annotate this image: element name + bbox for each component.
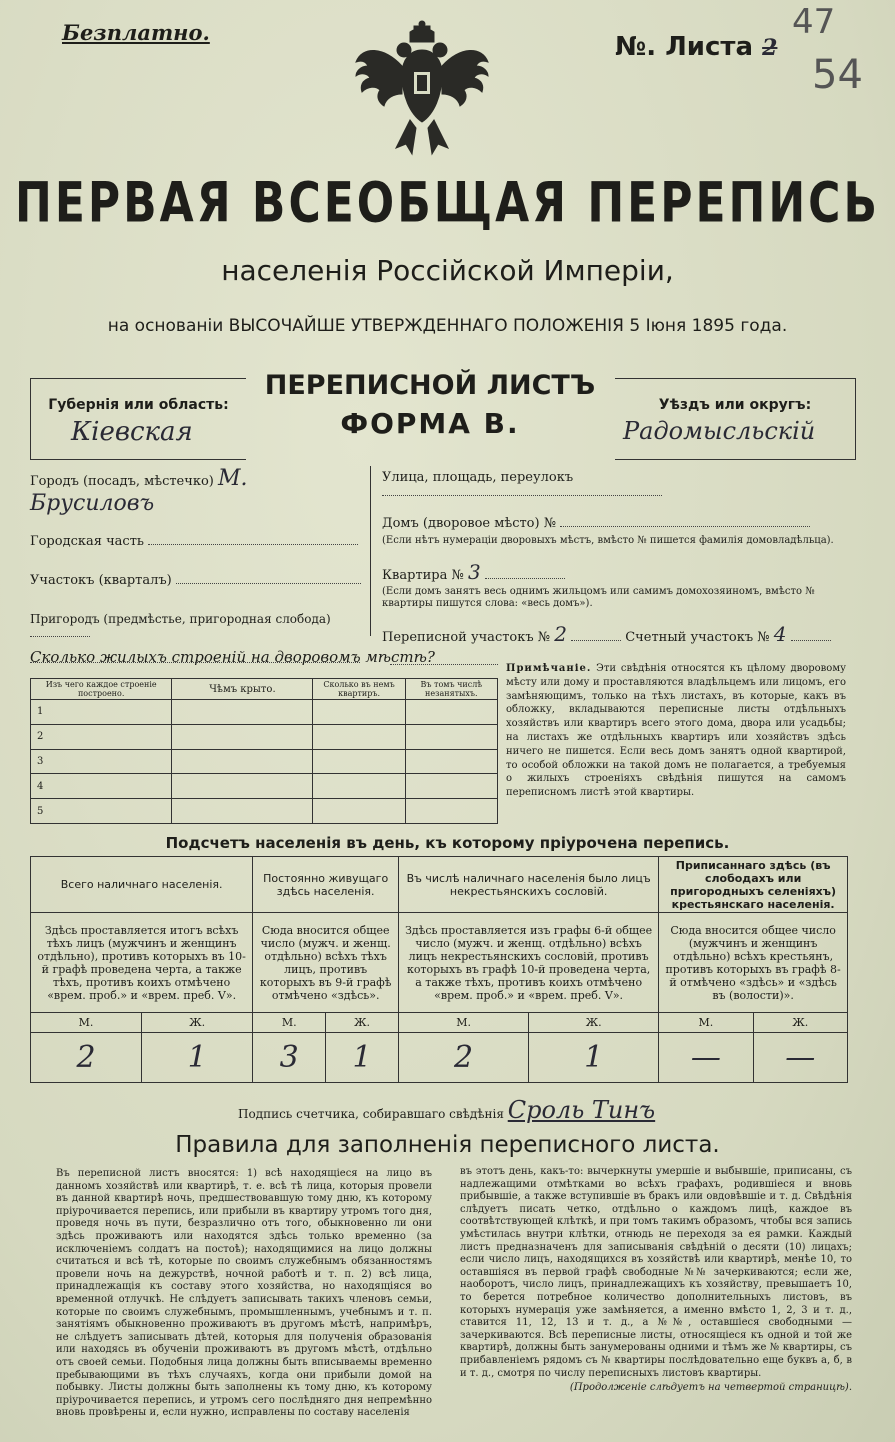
population-sex-row (31, 1013, 848, 1033)
buildings-row-number: 5 (31, 799, 172, 824)
form-type: ФОРМА В. (340, 407, 520, 440)
free-label: Безплатно. (62, 20, 210, 45)
population-table (30, 856, 848, 1083)
male-label: М. (253, 1013, 326, 1033)
non-peasant-male-value: 2 (399, 1033, 529, 1083)
group-desc-total: Здѣсь проставляется итогъ всѣхъ тѣхъ лицъ (мужчинъ и женщинъ отдѣльно), противъ которыхъ въ 10-й графѣ проведена черта, а также тѣхъ, противъ коихъ отмѣчено «врем. проб.» и «врем. преб. V». (31, 913, 253, 1013)
population-heading: Подсчетъ населенія въ день, къ которому пріурочена перепись. (165, 834, 730, 852)
census-area-row (382, 622, 852, 646)
female-label: Ж. (529, 1013, 659, 1033)
rules-continued: (Продолженіе слѣдуетъ на четвертой страницѣ). (569, 1382, 852, 1394)
buildings-header-row (31, 679, 498, 700)
section-label: Участокъ (кварталъ) (30, 573, 172, 588)
district-label: Уѣздъ или округъ: (658, 397, 812, 413)
census-area-label: Переписной участокъ № (382, 630, 551, 645)
rules-right-text: въ этотъ день, какъ-то: вычеркнуты умершіе и выбывшіе, приписаны, съ надлежащими отмѣтками во всѣхъ графахъ, родившіеся и вновь прибывшіе, а также вступившіе въ бракъ или овдовѣвшіе и т. д. Свѣдѣнія слѣдуетъ писать четко, отдѣльно о каждомъ лицѣ, каждое въ соотвѣтствующей клѣткѣ, и при томъ такимъ образомъ, чтобы вся запись умѣстилась внутри клѣтки, отнюдь не переходя за ея рамки. Каждый листъ предназначенъ для записыванія свѣдѣній о десяти (10) лицахъ; если число лицъ, находящихся въ хозяйствѣ или квартирѣ, менѣе 10, то оставшіяся въ первой графѣ свободные №№ зачеркиваются; если же, наоборотъ, число лицъ, принадлежащихъ къ хозяйству, превышаетъ 10, то берется потребное количество дополнительныхъ листовъ, въ которыхъ нумерація уже замѣняется, а именно вмѣсто 1, 2, 3 и т. д., ставится 11, 12, 13 и т. д., а №№, оставшіеся свободными — зачеркиваются. Всѣ переписные листы, относящіеся къ одной и той же квартирѣ, должны быть занумерованы одними и тѣмъ же № квартиры, съ прибавленіемъ рядомъ съ № квартиры послѣдовательно еще буквъ а, б, в и т. д., смотря по числу переписныхъ листовъ квартиры. (460, 1166, 852, 1379)
table-cell (405, 724, 497, 749)
page-subtitle: населенія Россійской Имперіи, (221, 254, 674, 287)
table-row (31, 799, 498, 824)
signature-value: Сроль Тинъ (507, 1096, 656, 1124)
buildings-table (30, 678, 498, 824)
buildings-row-number: 2 (31, 724, 172, 749)
house-label: Домъ (дворовое мѣсто) № (382, 516, 557, 531)
count-area-value: 4 (773, 622, 787, 646)
table-cell (313, 799, 405, 824)
legal-basis: на основаніи ВЫСОЧАЙШЕ УТВЕРЖДЕННАГО ПОЛОЖЕНІЯ 5 Іюня 1895 года. (107, 316, 788, 336)
table-cell (172, 749, 313, 774)
table-row (31, 700, 498, 725)
female-label: Ж. (753, 1013, 847, 1033)
table-cell (172, 774, 313, 799)
group-title-non-peasant: Въ числѣ наличнаго населенія было лицъ некрестьянскихъ сословій. (399, 857, 659, 913)
buildings-question-line (390, 664, 498, 665)
pencil-number-top: 47 (792, 2, 836, 42)
city-label: Городъ (посадъ, мѣстечко) (30, 474, 214, 489)
male-label: М. (659, 1013, 753, 1033)
table-cell (313, 774, 405, 799)
population-desc-row (31, 913, 848, 1013)
section-row (30, 573, 370, 588)
suburb-row (30, 612, 370, 640)
buildings-note (506, 662, 846, 800)
table-cell (313, 700, 405, 725)
resident-male-value: 3 (253, 1033, 326, 1083)
total-female-value: 1 (142, 1033, 253, 1083)
street-label: Улица, площадь, переулокъ (382, 470, 574, 485)
page-title: ПЕРВАЯ ВСЕОБЩАЯ ПЕРЕПИСЬ (15, 171, 880, 236)
peasant-female-value: — (753, 1033, 847, 1083)
rules-left-column: Въ переписной листъ вносятся: 1) всѣ находящіеся на лицо въ данномъ хозяйствѣ или квартирѣ, т. е. всѣ тѣ лица, которыя провели въ данной квартирѣ ночь, предшествовавшую тому дню, къ которому пріурочивается перепись, или прибыли въ квартиру утромъ того дня, проведя ночь въ пути, безразлично отъ того, обыкновенно ли они здѣсь проживаютъ или находятся здѣсь только временно (за исключеніемъ солдатъ на постоѣ); находящимися на лицо должны считаться и всѣ тѣ, которые по своимъ служебнымъ обязанностямъ провели ночь на дежурствѣ, ночной работѣ и т. п. 2) всѣ лица, принадлежащія къ составу этого хозяйства, но находящіяся во временной отлучкѣ. Не слѣдуетъ записывать такихъ членовъ семьи, которые по своимъ служебнымъ, промышленнымъ, учебнымъ и т. п. занятіямъ обыкновенно проживаютъ въ другомъ мѣстѣ, напримѣръ, не слѣдуетъ записывать дѣтей, которыя для полученія образованія или находясь въ обученіи проживаютъ въ другомъ мѣстѣ, отдѣльно отъ своей семьи. Подобныя лица должны быть вписываемы временно пребывающими въ тѣхъ случаяхъ, когда они прибыли домой на побывку. Листы должны быть заполнены къ тому дню, къ которому пріурочивается перепись, и утромъ сего послѣдняго дня непремѣнно вновь провѣрены и, если нужно, исправлены по составу населенія (56, 1168, 432, 1419)
suburb-line (30, 636, 90, 637)
street-row (382, 470, 852, 500)
resident-female-value: 1 (326, 1033, 399, 1083)
group-title-peasant: Приписаннаго здѣсь (въ слободахъ или пригородныхъ селеніяхъ) крестьянскаго населенія. (659, 857, 848, 913)
address-right (382, 470, 852, 646)
district-value: Радомысльскій (623, 417, 816, 445)
apartment-row (382, 560, 852, 584)
population-values-row (31, 1033, 848, 1083)
count-area-label: Счетный участокъ № (625, 630, 770, 645)
table-cell (405, 799, 497, 824)
city-row (30, 466, 370, 516)
city-value: М. Брусиловъ (30, 466, 248, 516)
male-label: М. (399, 1013, 529, 1033)
table-cell (405, 749, 497, 774)
table-row (31, 749, 498, 774)
buildings-row-number: 4 (31, 774, 172, 799)
rules-heading: Правила для заполненія переписного листа. (175, 1132, 720, 1158)
sheet-number-value: 2 (762, 35, 778, 61)
address-left (30, 466, 371, 636)
buildings-col-material: Изъ чего каждое строеніе построено. (31, 679, 172, 700)
province-box (30, 378, 246, 460)
table-cell (313, 724, 405, 749)
sheet-number-label: №. Листа (615, 32, 754, 62)
group-title-total: Всего наличнаго населенія. (31, 857, 253, 913)
table-row (31, 774, 498, 799)
table-cell (172, 700, 313, 725)
section-line (176, 583, 361, 584)
table-cell (172, 724, 313, 749)
form-title-box (245, 370, 615, 458)
form-title: ПЕРЕПИСНОЙ ЛИСТЪ (264, 370, 596, 401)
population-title-row (31, 857, 848, 913)
city-part-label: Городская часть (30, 534, 144, 549)
table-row (31, 724, 498, 749)
group-desc-peasant: Сюда вносится общее число (мужчинъ и женщинъ отдѣльно) всѣхъ крестьянъ, противъ которыхъ въ графѣ 8-й отмѣчено «здѣсь» и «здѣсь въ (волости)». (659, 913, 848, 1013)
street-line (382, 495, 662, 496)
buildings-col-roof: Чѣмъ крыто. (172, 679, 313, 700)
buildings-col-vacant: Въ томъ числѣ незанятыхъ. (405, 679, 497, 700)
pencil-number-bottom: 54 (812, 52, 863, 98)
peasant-male-value: — (659, 1033, 753, 1083)
group-desc-non-peasant: Здѣсь проставляется изъ графы 6-й общее число (мужч. и женщ. отдѣльно) всѣхъ лицъ некрестьянскихъ сословій, противъ которыхъ въ графѣ 10-й проведена черта, а также тѣхъ, противъ коихъ отмѣчено «врем. проб.» и «врем. преб. V». (399, 913, 659, 1013)
table-cell (313, 749, 405, 774)
non-peasant-female-value: 1 (529, 1033, 659, 1083)
total-male-value: 2 (31, 1033, 142, 1083)
province-value: Кіевская (71, 417, 193, 447)
buildings-note-title: Примѣчаніе. (506, 663, 592, 674)
house-row (382, 516, 852, 531)
district-box (615, 378, 856, 460)
census-area-value: 2 (554, 622, 567, 646)
table-cell (172, 799, 313, 824)
buildings-col-apartments: Сколько въ немъ квартиръ. (313, 679, 405, 700)
group-title-resident: Постоянно живущаго здѣсь населенія. (253, 857, 399, 913)
apartment-line (485, 578, 565, 579)
count-area-line (791, 640, 831, 641)
apartment-note: (Если домъ занятъ весь однимъ жильцомъ или самимъ домохозяиномъ, вмѣсто № квартиры пишутся слова: «весь домъ»). (382, 586, 815, 609)
house-line (560, 526, 810, 527)
table-cell (405, 774, 497, 799)
apartment-label: Квартира № (382, 568, 464, 583)
buildings-note-text: Эти свѣдѣнія относятся къ цѣлому дворовому мѣсту или дому и проставляются владѣльцемъ или лицомъ, его замѣняющимъ, только на тѣхъ листахъ, въ которые, какъ въ обложку, вкладываются переписные листы отдѣльныхъ хозяйствъ или квартиръ всего этого дома, двора или усадьбы; на листахъ же отдѣльныхъ квартиръ или хозяйствъ здѣсь ничего не пишется. Если весь домъ занятъ одной квартирой, то особой обложки на такой домъ не полагается, а требуемыя о жилыхъ строеніяхъ свѣдѣнія пишутся на самомъ переписномъ листѣ этой квартиры. (506, 663, 846, 799)
signature-row (238, 1096, 655, 1124)
province-label: Губернія или область: (48, 397, 229, 413)
sheet-number (615, 32, 777, 62)
table-cell (405, 700, 497, 725)
house-note: (Если нѣтъ нумераціи дворовыхъ мѣстъ, вмѣсто № пишется фамилія домовладѣльца). (382, 535, 834, 546)
group-desc-resident: Сюда вносится общее число (мужч. и женщ. отдѣльно) всѣхъ тѣхъ лицъ, противъ которыхъ въ 9-й графѣ отмѣчено «здѣсь». (253, 913, 399, 1013)
suburb-label: Пригородъ (предмѣстье, пригородная слобода) (30, 612, 331, 626)
census-area-line (571, 640, 621, 641)
buildings-row-number: 1 (31, 700, 172, 725)
apartment-value: 3 (467, 560, 481, 584)
city-part-line (148, 544, 358, 545)
rules-right-column (460, 1166, 852, 1395)
female-label: Ж. (326, 1013, 399, 1033)
double-headed-eagle-icon (352, 20, 492, 160)
city-part-row (30, 534, 370, 549)
male-label: М. (31, 1013, 142, 1033)
female-label: Ж. (142, 1013, 253, 1033)
buildings-question: Сколько жилыхъ строеній на дворовомъ мѣстѣ? (30, 648, 435, 666)
signature-label: Подпись счетчика, собиравшаго свѣдѣнія (238, 1107, 504, 1121)
buildings-row-number: 3 (31, 749, 172, 774)
